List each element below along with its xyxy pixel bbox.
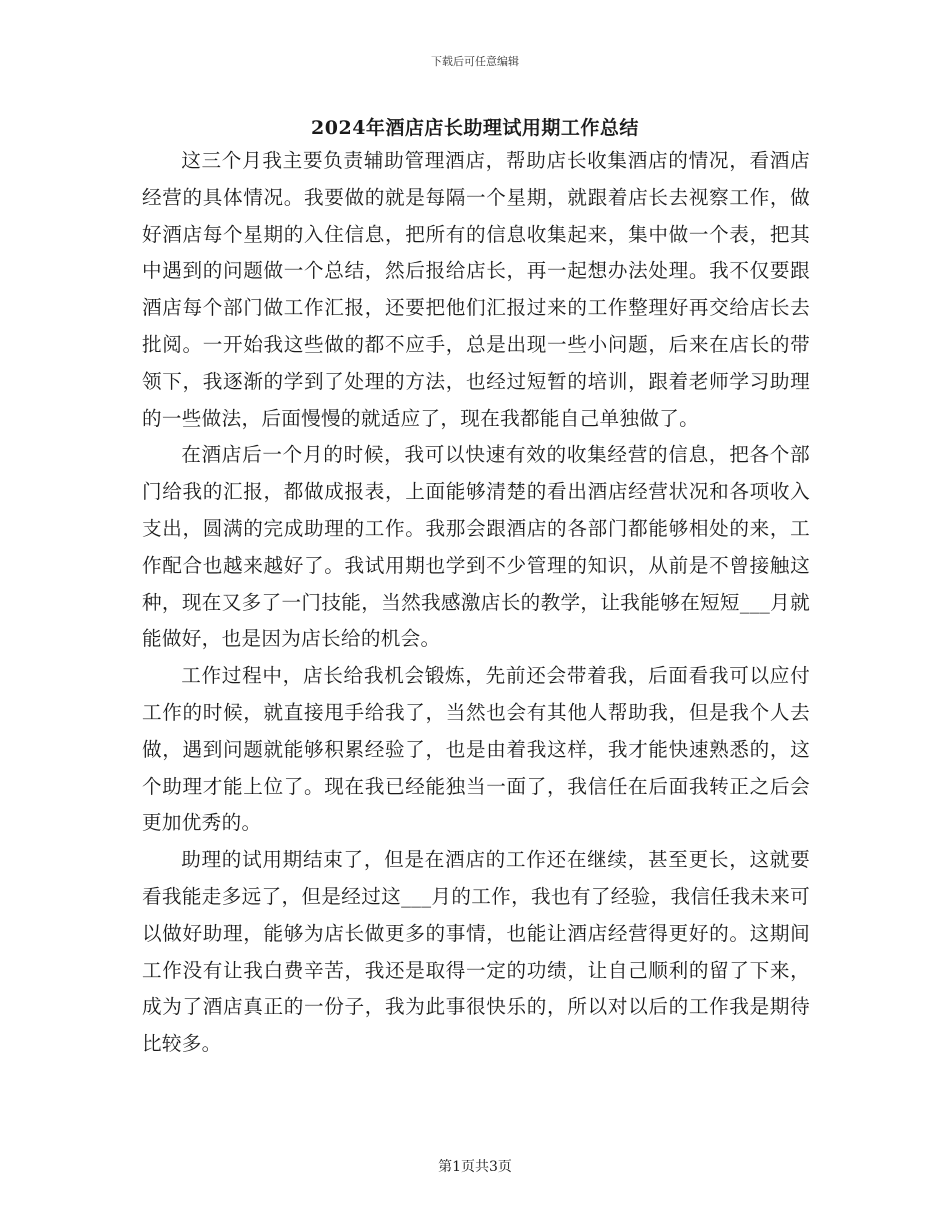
paragraph-1: 这三个月我主要负责辅助管理酒店，帮助店长收集酒店的情况，看酒店经营的具体情况。我要做的就是每隔一个星期，就跟着店长去视察工作，做好酒店每个星期的入住信息，把所有的信息收集起来，集中做一个表，把其中遇到的问题做一个总结，然后报给店长，再一起想办法处理。我不仅要跟酒店每个部门做工作汇报，还要把他们汇报过来的工作整理好再交给店长去批阅。一开始我这些做的都不应手，总是出现一些小问题，后来在店长的带领下，我逐渐的学到了处理的方法，也经过短暂的培训，跟着老师学习助理的一些做法，后面慢慢的就适应了，现在我都能自己单独做了。: [142, 149, 810, 430]
document-body: [142, 143, 810, 1063]
page-indicator: 第1页共3页: [438, 1159, 512, 1175]
paragraph-3: 工作过程中，店长给我机会锻炼，先前还会带着我，后面看我可以应付工作的时候，就直接甩手给我了，当然也会有其他人帮助我，但是我个人去做，遇到问题就能够积累经验了，也是由着我这样，我才能快速熟悉的，这个助理才能上位了。现在我已经能独当一面了，我信任在后面我转正之后会更加优秀的。: [142, 664, 810, 835]
header-note: 下载后可任意编辑: [431, 55, 519, 68]
paragraph-2: 在酒店后一个月的时候，我可以快速有效的收集经营的信息，把各个部门给我的汇报，都做成报表，上面能够清楚的看出酒店经营状况和各项收入支出，圆满的完成助理的工作。我那会跟酒店的各部门都能够相处的来，工作配合也越来越好了。我试用期也学到不少管理的知识，从前是不曾接触这种，现在又多了一门技能，当然我感激店长的教学，让我能够在短短___月就能做好，也是因为店长给的机会。: [142, 443, 810, 651]
document-title: 2024年酒店店长助理试用期工作总结: [311, 117, 639, 139]
paragraph-4: 助理的试用期结束了，但是在酒店的工作还在继续，甚至更长，这就要看我能走多远了，但是经过这___月的工作，我也有了经验，我信任我未来可以做好助理，能够为店长做更多的事情，也能让酒店经营得更好的。这期间工作没有让我白费辛苦，我还是取得一定的功绩，让自己顺利的留了下来，成为了酒店真正的一份子，我为此事很快乐的，所以对以后的工作我是期待比较多。: [142, 848, 810, 1056]
